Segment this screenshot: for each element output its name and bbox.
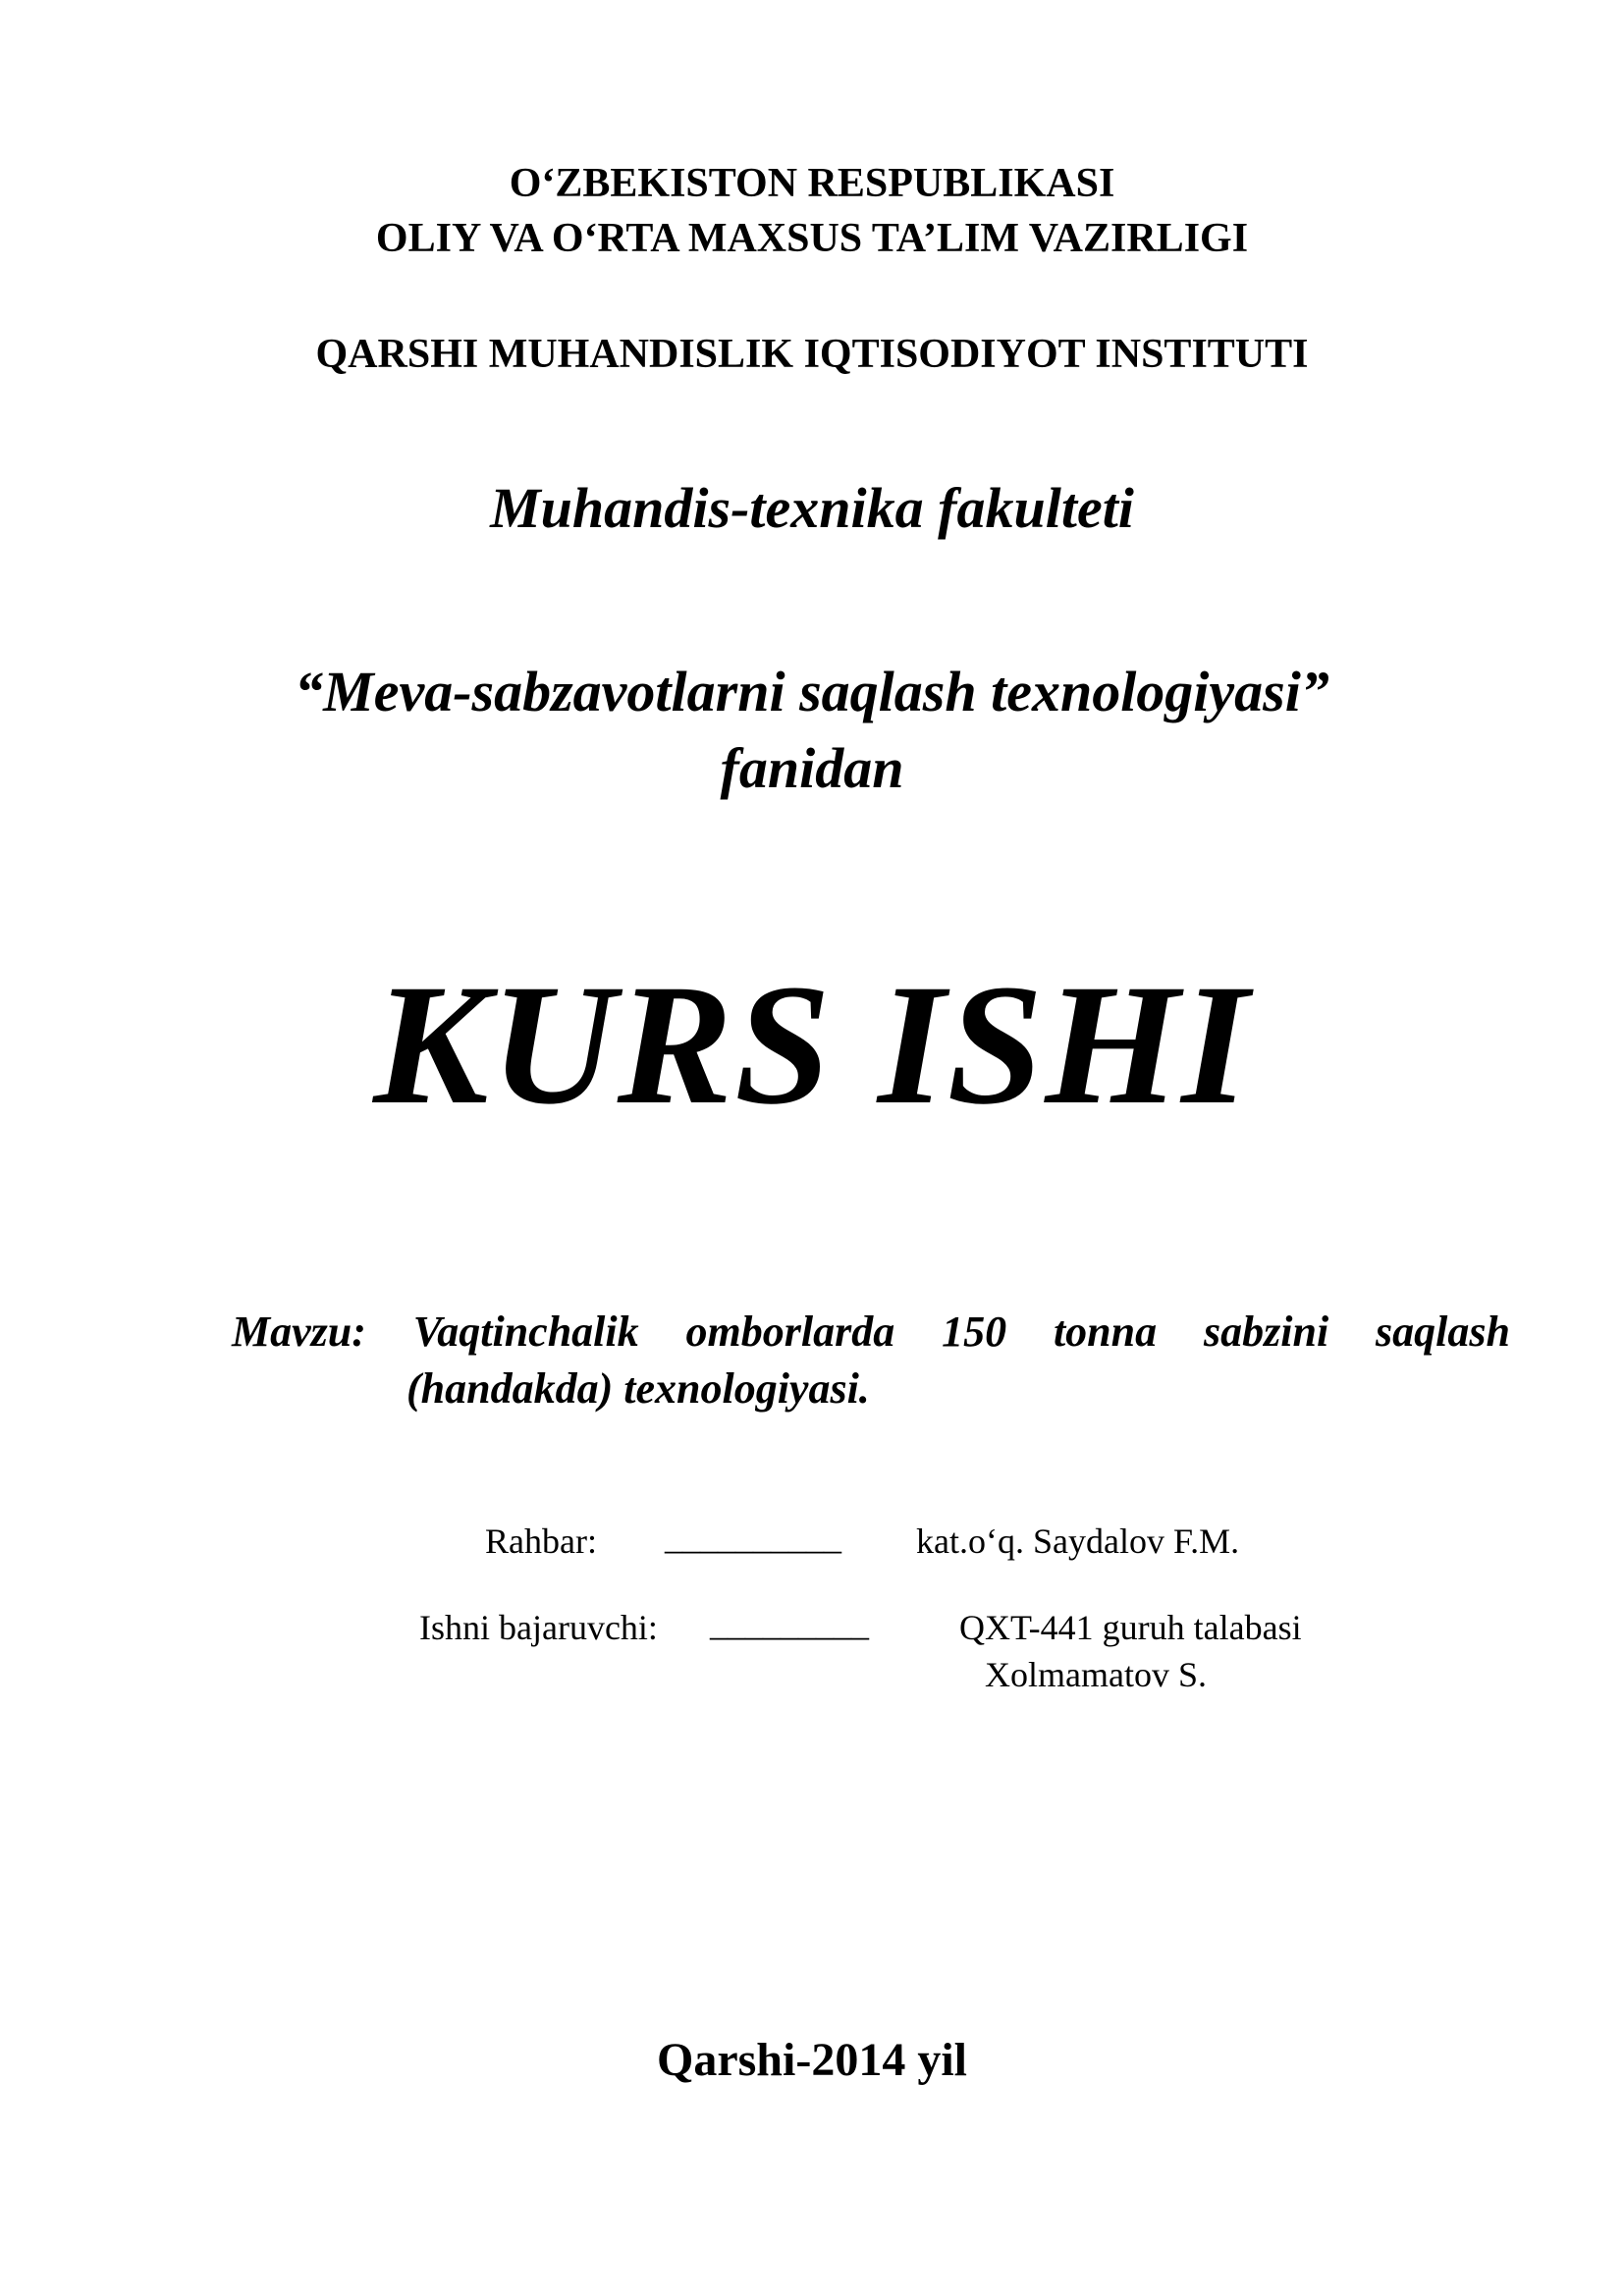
performer-name: Xolmamatov S.: [985, 1655, 1207, 1694]
supervisor-signature-line: __________: [665, 1518, 841, 1557]
subject-suffix: fanidan: [720, 736, 904, 800]
topic-line-1: [232, 1307, 1510, 1358]
topic-word: 150: [942, 1308, 1007, 1356]
topic-word: omborlarda: [685, 1308, 895, 1356]
performer-group: QXT-441 guruh talabasi: [959, 1608, 1302, 1647]
topic-line-2: (handakda) texnologiyasi.: [406, 1364, 870, 1413]
institute-heading: QARSHI MUHANDISLIK IQTISODIYOT INSTITUTI: [315, 332, 1309, 377]
ministry-heading: OLIY VA O‘RTA MAXSUS TA’LIM VAZIRLIGI: [375, 216, 1249, 261]
topic-word: saqlash: [1376, 1308, 1510, 1356]
topic-word: tonna: [1053, 1308, 1158, 1356]
republic-heading: O‘ZBEKISTON RESPUBLIKASI: [509, 161, 1115, 206]
topic-word: sabzini: [1204, 1308, 1329, 1356]
place-and-year: Qarshi-2014 yil: [656, 2034, 967, 2086]
performer-signature-line: _________: [710, 1604, 869, 1643]
supervisor-label: Rahbar:: [485, 1522, 597, 1561]
faculty-name: Muhandis-texnika fakulteti: [490, 476, 1134, 540]
subject-title: “Meva-sabzavotlarni saqlash texnologiyasi”: [295, 660, 1329, 723]
topic-word: Vaqtinchalik: [412, 1308, 639, 1356]
document-title: KURS ISHI: [373, 949, 1251, 1141]
topic-label: Mavzu:: [232, 1308, 366, 1356]
performer-label: Ishni bajaruvchi:: [419, 1608, 658, 1647]
supervisor-name: kat.o‘q. Saydalov F.M.: [916, 1522, 1240, 1561]
